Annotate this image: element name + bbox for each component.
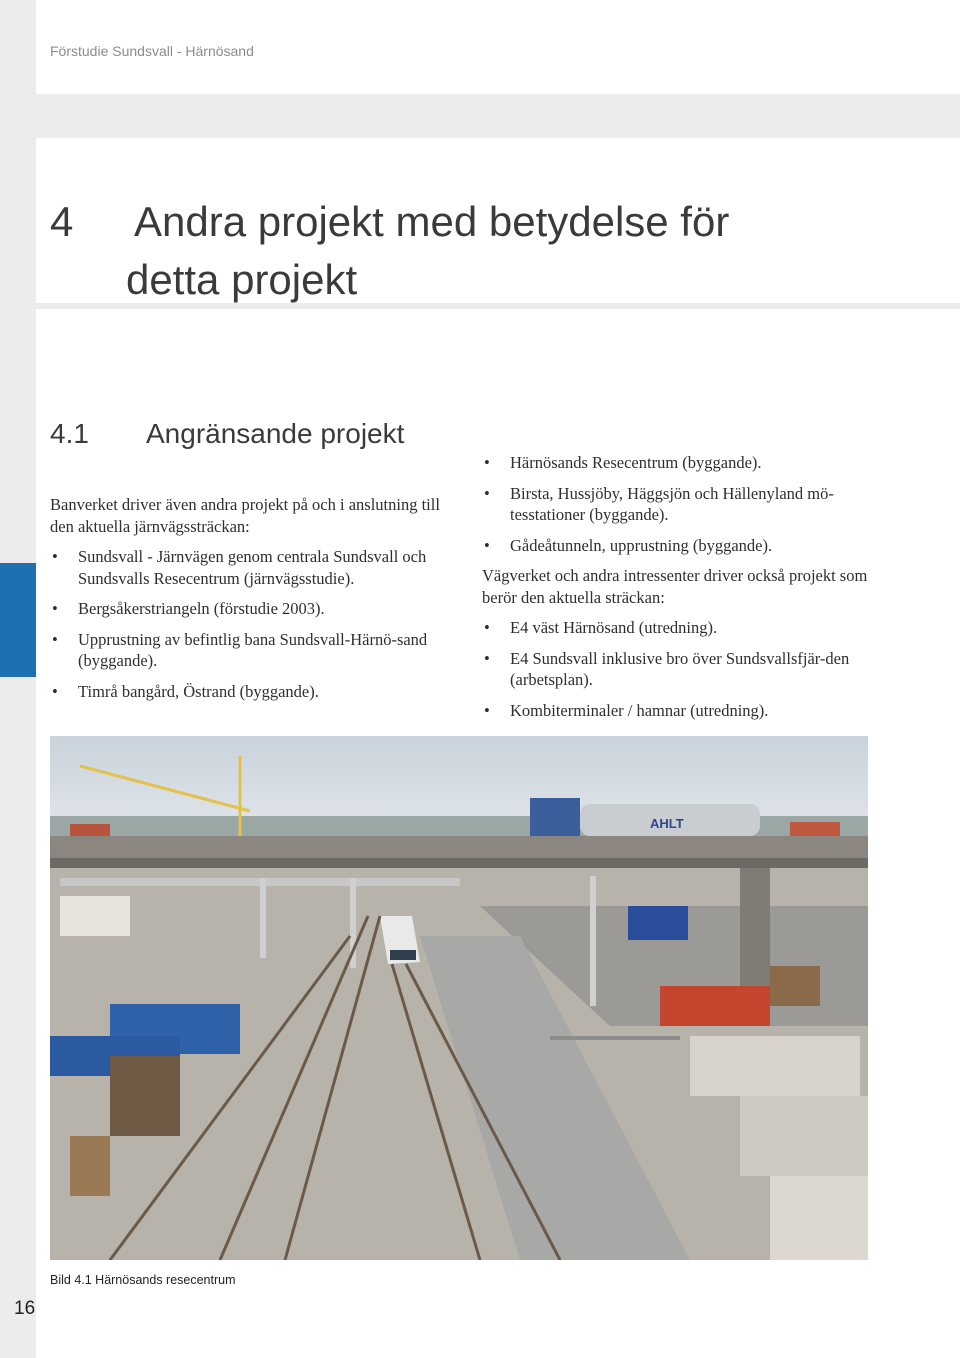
heading-band-top <box>36 94 960 138</box>
list-item-text: Timrå bangård, Östrand (byggande). <box>78 681 319 701</box>
chapter-number: 4 <box>50 198 74 245</box>
chapter-title-line2: detta projekt <box>126 256 358 303</box>
bullet-glyph: • <box>484 483 490 503</box>
bullet-glyph: • <box>52 599 58 618</box>
section-title: Angränsande projekt <box>146 418 405 449</box>
page-number: 16 <box>14 1298 36 1319</box>
list-item <box>50 546 450 589</box>
list-item <box>482 617 882 639</box>
list-item-text: E4 Sundsvall inklusive bro över Sundsvallsfjär-den (arbetsplan). <box>510 648 850 689</box>
right-bullet-list-1 <box>482 452 882 556</box>
left-column <box>50 494 450 711</box>
left-bullet-list <box>50 546 450 702</box>
bullet-glyph: • <box>484 535 490 555</box>
right-intro-paragraph: Vägverket och andra intressenter driver också projekt som berör den aktuella sträckan: <box>482 566 868 607</box>
list-item <box>482 535 882 557</box>
right-column <box>482 452 882 730</box>
running-header: Förstudie Sundsvall - Härnösand <box>50 43 254 59</box>
bullet-glyph: • <box>484 453 490 472</box>
list-item-text: Härnösands Resecentrum (byggande). <box>510 453 762 472</box>
list-item-text: Upprustning av befintlig bana Sundsvall-Härnö-sand (byggande). <box>78 629 428 670</box>
figure-caption: Bild 4.1 Härnösands resecentrum <box>50 1273 236 1287</box>
list-item-text: Birsta, Hussjöby, Häggsjön och Hällenyland mö-tesstationer (byggande). <box>510 483 834 524</box>
list-item <box>482 700 882 722</box>
bullet-glyph: • <box>52 547 58 566</box>
bullet-glyph: • <box>484 648 490 668</box>
list-item-text: Kombiterminaler / hamnar (utredning). <box>510 700 769 720</box>
list-item-text: Bergsåkerstriangeln (förstudie 2003). <box>78 599 325 618</box>
bullet-glyph: • <box>484 618 490 637</box>
chapter-title <box>126 193 854 309</box>
bullet-glyph: • <box>52 629 58 649</box>
list-item <box>482 452 882 474</box>
list-item <box>482 648 882 691</box>
list-item-text: E4 väst Härnösand (utredning). <box>510 618 718 637</box>
list-item <box>50 598 450 620</box>
bullet-glyph: • <box>52 681 58 701</box>
left-intro-paragraph: Banverket driver även andra projekt på och i anslutning till den aktuella järnvägssträckan: <box>50 495 440 536</box>
chapter-tab-marker <box>0 563 36 677</box>
list-item <box>482 483 882 526</box>
list-item-text: Gådeåtunneln, upprustning (byggande). <box>510 535 773 555</box>
page-margin-strip <box>0 0 36 1358</box>
bullet-glyph: • <box>484 700 490 720</box>
section-number: 4.1 <box>50 418 89 449</box>
list-item-text: Sundsvall - Järnvägen genom centrala Sundsvall och Sundsvalls Resecentrum (järnvägsstudie). <box>78 547 427 588</box>
station-construction-photo <box>50 736 868 1260</box>
list-item <box>50 681 450 703</box>
chapter-title-line1: Andra projekt med betydelse för <box>134 198 730 245</box>
list-item <box>50 629 450 672</box>
right-bullet-list-2 <box>482 617 882 721</box>
truck-logo-text: AHLT <box>650 816 684 831</box>
